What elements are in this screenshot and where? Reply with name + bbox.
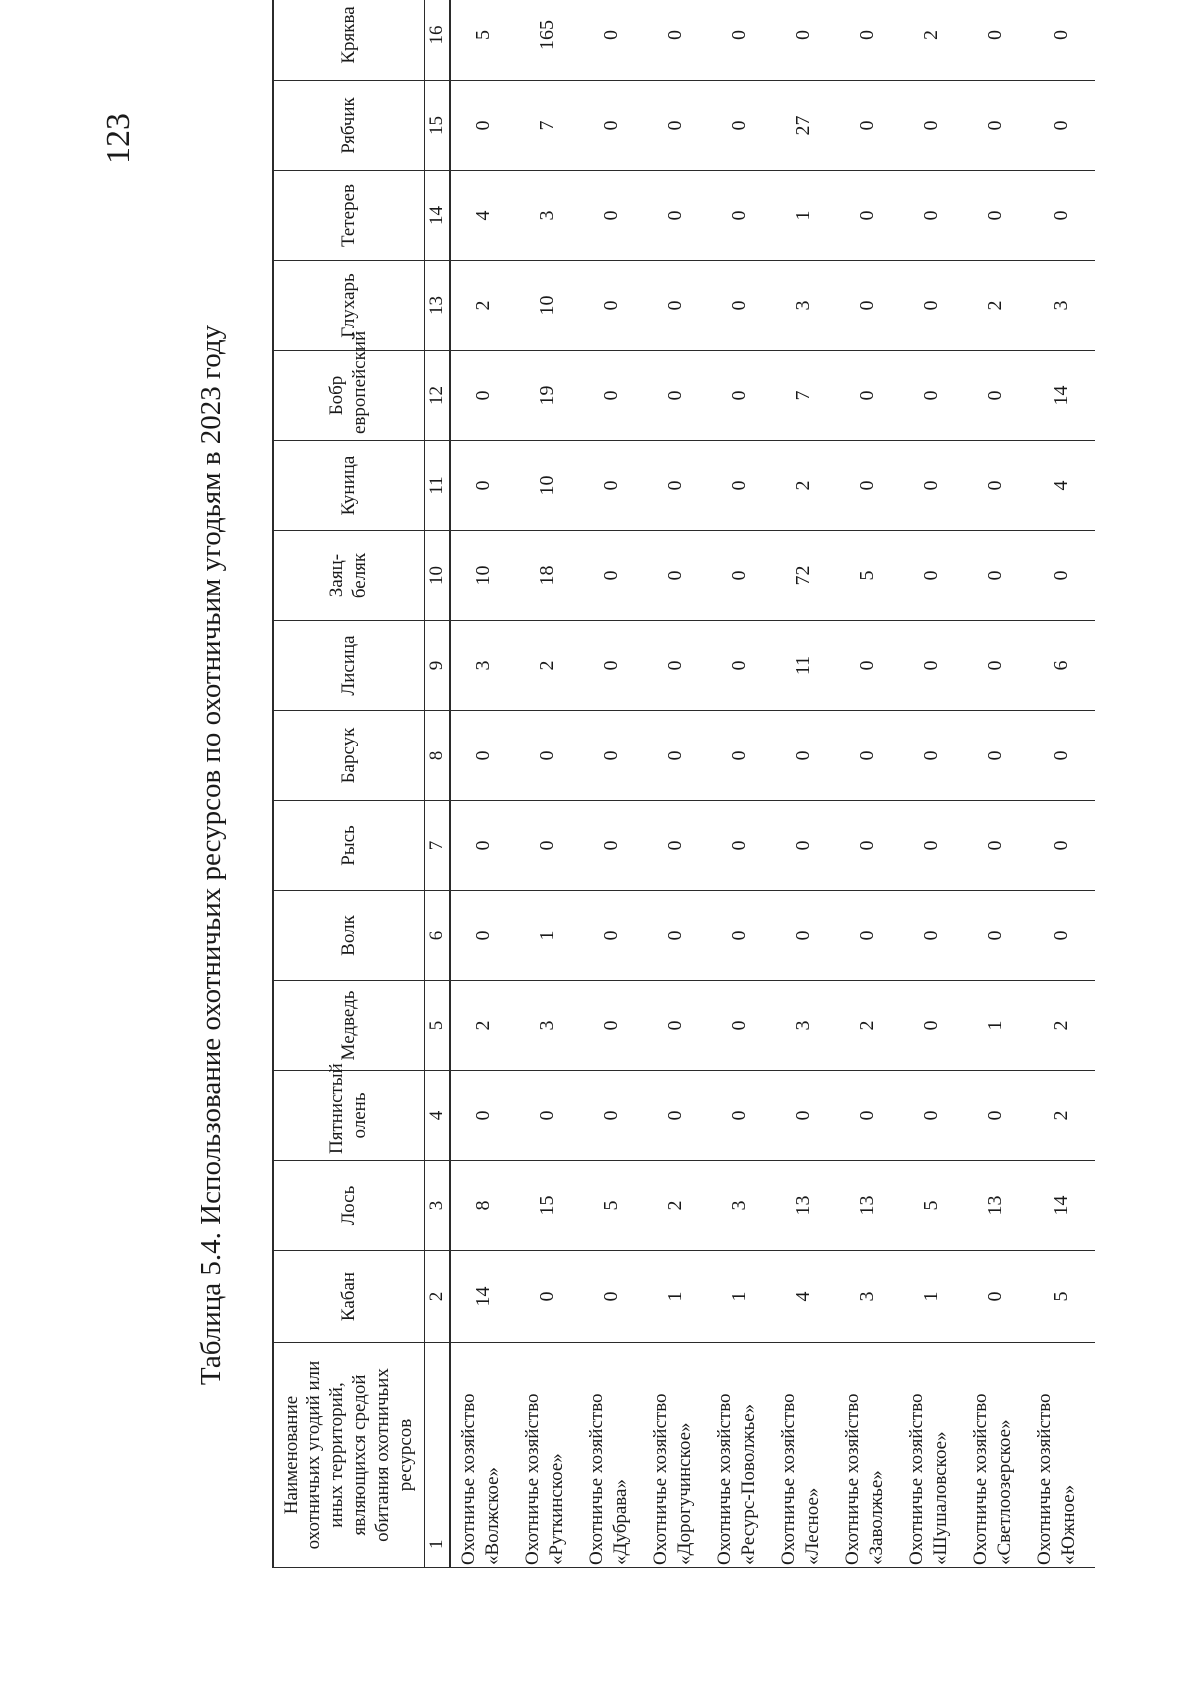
value-cell: 11: [771, 621, 835, 711]
value-cell: 0: [707, 801, 771, 891]
value-cell: 0: [835, 1071, 899, 1161]
value-cell: 2: [643, 1161, 707, 1251]
value-cell: 0: [835, 261, 899, 351]
value-cell: 2: [1027, 981, 1095, 1071]
row-name-cell: Охотничье хозяйство «Дубрава»: [579, 1343, 643, 1568]
table-row: [643, 0, 707, 1568]
value-cell: 0: [643, 441, 707, 531]
table-title: Таблица 5.4. Использование охотничьих ресурсов по охотничьим угодьям в 2023 году: [195, 324, 227, 1386]
value-cell: 0: [707, 351, 771, 441]
value-cell: 0: [515, 1251, 579, 1343]
value-cell: 0: [963, 171, 1027, 261]
value-cell: 0: [579, 171, 643, 261]
value-cell: 10: [515, 441, 579, 531]
value-cell: 0: [899, 621, 963, 711]
value-cell: 10: [450, 531, 515, 621]
value-cell: 6: [1027, 621, 1095, 711]
value-cell: 0: [515, 711, 579, 801]
value-cell: 0: [1027, 0, 1095, 81]
table-row: [771, 0, 835, 1568]
value-cell: 0: [450, 1071, 515, 1161]
value-cell: 0: [1027, 531, 1095, 621]
value-cell: 0: [963, 351, 1027, 441]
value-cell: 0: [579, 891, 643, 981]
value-cell: 2: [515, 621, 579, 711]
value-cell: 0: [579, 1251, 643, 1343]
value-cell: 0: [963, 81, 1027, 171]
value-cell: 7: [771, 351, 835, 441]
table-row: [579, 0, 643, 1568]
value-cell: 0: [899, 261, 963, 351]
value-cell: 5: [899, 1161, 963, 1251]
value-cell: 0: [643, 171, 707, 261]
rotated-page: [100, 6, 1100, 1630]
value-cell: 1: [643, 1251, 707, 1343]
header-cell-species: Куница: [273, 441, 425, 531]
value-cell: 0: [835, 81, 899, 171]
value-cell: 2: [771, 441, 835, 531]
value-cell: 27: [771, 81, 835, 171]
value-cell: 0: [835, 711, 899, 801]
value-cell: 2: [899, 0, 963, 81]
value-cell: 0: [899, 351, 963, 441]
value-cell: 0: [579, 711, 643, 801]
value-cell: 0: [835, 171, 899, 261]
value-cell: 0: [643, 531, 707, 621]
value-cell: 2: [450, 981, 515, 1071]
value-cell: 0: [579, 0, 643, 81]
value-cell: 0: [707, 441, 771, 531]
value-cell: 0: [450, 711, 515, 801]
value-cell: 0: [771, 1071, 835, 1161]
column-number: 11: [425, 441, 451, 531]
header-cell-species: Рысь: [273, 801, 425, 891]
value-cell: 14: [1027, 1161, 1095, 1251]
value-cell: 0: [643, 711, 707, 801]
header-cell-species: Кабан: [273, 1251, 425, 1343]
value-cell: 0: [643, 981, 707, 1071]
value-cell: 0: [579, 351, 643, 441]
column-number: 14: [425, 171, 451, 261]
value-cell: 0: [707, 81, 771, 171]
column-number: 4: [425, 1071, 451, 1161]
value-cell: 2: [835, 981, 899, 1071]
value-cell: 0: [707, 981, 771, 1071]
value-cell: 0: [835, 0, 899, 81]
value-cell: 4: [771, 1251, 835, 1343]
value-cell: 0: [963, 621, 1027, 711]
value-cell: 0: [450, 891, 515, 981]
value-cell: 3: [771, 981, 835, 1071]
value-cell: 0: [963, 1071, 1027, 1161]
column-number: 5: [425, 981, 451, 1071]
header-cell-species: Рябчик: [273, 81, 425, 171]
column-number: 13: [425, 261, 451, 351]
value-cell: 0: [707, 1071, 771, 1161]
value-cell: 0: [771, 801, 835, 891]
value-cell: 4: [450, 171, 515, 261]
value-cell: 0: [707, 711, 771, 801]
value-cell: 0: [835, 801, 899, 891]
value-cell: 14: [1027, 351, 1095, 441]
value-cell: 0: [899, 711, 963, 801]
value-cell: 0: [963, 0, 1027, 81]
value-cell: 2: [1027, 1071, 1095, 1161]
value-cell: 0: [963, 801, 1027, 891]
value-cell: 0: [899, 1071, 963, 1161]
column-number: 8: [425, 711, 451, 801]
hunting-resources-table: [272, 0, 1095, 1568]
value-cell: 0: [899, 981, 963, 1071]
value-cell: 0: [1027, 891, 1095, 981]
table-row: [835, 0, 899, 1568]
value-cell: 0: [963, 1251, 1027, 1343]
table-body: [450, 0, 1095, 1568]
value-cell: 13: [835, 1161, 899, 1251]
value-cell: 15: [515, 1161, 579, 1251]
value-cell: 0: [835, 621, 899, 711]
value-cell: 0: [899, 441, 963, 531]
value-cell: 0: [707, 531, 771, 621]
value-cell: 5: [1027, 1251, 1095, 1343]
header-cell-species: Заяц-беляк: [273, 531, 425, 621]
header-cell-species: Медведь: [273, 981, 425, 1071]
row-name-cell: Охотничье хозяйство «Руткинское»: [515, 1343, 579, 1568]
value-cell: 1: [963, 981, 1027, 1071]
column-number-row: [425, 0, 451, 1568]
row-name-cell: Охотничье хозяйство «Шушаловское»: [899, 1343, 963, 1568]
value-cell: 5: [835, 531, 899, 621]
value-cell: 0: [1027, 711, 1095, 801]
value-cell: 0: [515, 801, 579, 891]
value-cell: 2: [450, 261, 515, 351]
row-name-cell: Охотничье хозяйство «Светлоозерское»: [963, 1343, 1027, 1568]
table-row: [450, 0, 515, 1568]
value-cell: 3: [707, 1161, 771, 1251]
value-cell: 5: [450, 0, 515, 81]
value-cell: 0: [579, 981, 643, 1071]
column-number: 3: [425, 1161, 451, 1251]
header-cell-species: Волк: [273, 891, 425, 981]
row-name-cell: Охотничье хозяйство «Ресурс-Поволжье»: [707, 1343, 771, 1568]
column-number: 9: [425, 621, 451, 711]
table-row: [707, 0, 771, 1568]
column-number: 16: [425, 0, 451, 81]
value-cell: 0: [643, 891, 707, 981]
value-cell: 0: [707, 891, 771, 981]
value-cell: 72: [771, 531, 835, 621]
value-cell: 2: [963, 261, 1027, 351]
value-cell: 3: [515, 171, 579, 261]
value-cell: 1: [707, 1251, 771, 1343]
value-cell: 3: [835, 1251, 899, 1343]
value-cell: 18: [515, 531, 579, 621]
value-cell: 3: [771, 261, 835, 351]
value-cell: 0: [579, 531, 643, 621]
value-cell: 0: [771, 711, 835, 801]
value-cell: 1: [515, 891, 579, 981]
value-cell: 0: [643, 0, 707, 81]
header-cell-species: Барсук: [273, 711, 425, 801]
column-number: 10: [425, 531, 451, 621]
value-cell: 0: [450, 441, 515, 531]
value-cell: 0: [1027, 171, 1095, 261]
value-cell: 0: [707, 0, 771, 81]
value-cell: 0: [835, 441, 899, 531]
value-cell: 0: [579, 801, 643, 891]
value-cell: 8: [450, 1161, 515, 1251]
value-cell: 7: [515, 81, 579, 171]
row-name-cell: Охотничье хозяйство «Южное»: [1027, 1343, 1095, 1568]
value-cell: 0: [963, 531, 1027, 621]
value-cell: 0: [515, 1071, 579, 1161]
value-cell: 0: [835, 351, 899, 441]
value-cell: 0: [899, 891, 963, 981]
value-cell: 13: [963, 1161, 1027, 1251]
value-cell: 3: [1027, 261, 1095, 351]
value-cell: 0: [707, 621, 771, 711]
value-cell: 0: [643, 1071, 707, 1161]
value-cell: 0: [899, 81, 963, 171]
header-cell-species: Пятнистый олень: [273, 1071, 425, 1161]
value-cell: 0: [450, 81, 515, 171]
header-cell-species: Лось: [273, 1161, 425, 1251]
header-cell-species: Тетерев: [273, 171, 425, 261]
column-number: 12: [425, 351, 451, 441]
value-cell: 13: [771, 1161, 835, 1251]
value-cell: 4: [1027, 441, 1095, 531]
table-row: [515, 0, 579, 1568]
value-cell: 0: [963, 711, 1027, 801]
value-cell: 0: [963, 891, 1027, 981]
value-cell: 0: [707, 171, 771, 261]
value-cell: 3: [515, 981, 579, 1071]
value-cell: 0: [450, 801, 515, 891]
column-number: 6: [425, 891, 451, 981]
page-number: 123: [100, 113, 137, 164]
value-cell: 0: [643, 621, 707, 711]
value-cell: 0: [771, 891, 835, 981]
value-cell: 0: [835, 891, 899, 981]
value-cell: 0: [643, 81, 707, 171]
value-cell: 10: [515, 261, 579, 351]
value-cell: 0: [579, 441, 643, 531]
header-cell-species: Кряква: [273, 0, 425, 81]
value-cell: 0: [579, 1071, 643, 1161]
value-cell: 0: [643, 801, 707, 891]
table-row: [899, 0, 963, 1568]
value-cell: 0: [963, 441, 1027, 531]
header-row: [273, 0, 425, 1568]
value-cell: 0: [899, 531, 963, 621]
header-cell-species: Глухарь: [273, 261, 425, 351]
column-number: 1: [425, 1343, 451, 1568]
value-cell: 5: [579, 1161, 643, 1251]
header-cell-name: Наименование охотничьих угодий или иных территорий, являющихся средой обитания охотничьих ресурсов: [273, 1343, 425, 1568]
value-cell: 0: [899, 801, 963, 891]
value-cell: 165: [515, 0, 579, 81]
column-number: 7: [425, 801, 451, 891]
value-cell: 0: [771, 0, 835, 81]
row-name-cell: Охотничье хозяйство «Заволжье»: [835, 1343, 899, 1568]
value-cell: 14: [450, 1251, 515, 1343]
value-cell: 0: [707, 261, 771, 351]
value-cell: 0: [579, 621, 643, 711]
value-cell: 0: [1027, 801, 1095, 891]
value-cell: 0: [579, 261, 643, 351]
table-row: [963, 0, 1027, 1568]
value-cell: 0: [643, 351, 707, 441]
value-cell: 0: [643, 261, 707, 351]
table-row: [1027, 0, 1095, 1568]
value-cell: 19: [515, 351, 579, 441]
column-number: 15: [425, 81, 451, 171]
row-name-cell: Охотничье хозяйство «Лесное»: [771, 1343, 835, 1568]
row-name-cell: Охотничье хозяйство «Дорогучинское»: [643, 1343, 707, 1568]
value-cell: 0: [579, 81, 643, 171]
value-cell: 1: [771, 171, 835, 261]
value-cell: 0: [1027, 81, 1095, 171]
column-number: 2: [425, 1251, 451, 1343]
value-cell: 1: [899, 1251, 963, 1343]
header-cell-species: Бобр европейский: [273, 351, 425, 441]
value-cell: 3: [450, 621, 515, 711]
header-cell-species: Лисица: [273, 621, 425, 711]
row-name-cell: Охотничье хозяйство «Волжское»: [450, 1343, 515, 1568]
value-cell: 0: [899, 171, 963, 261]
value-cell: 0: [450, 351, 515, 441]
